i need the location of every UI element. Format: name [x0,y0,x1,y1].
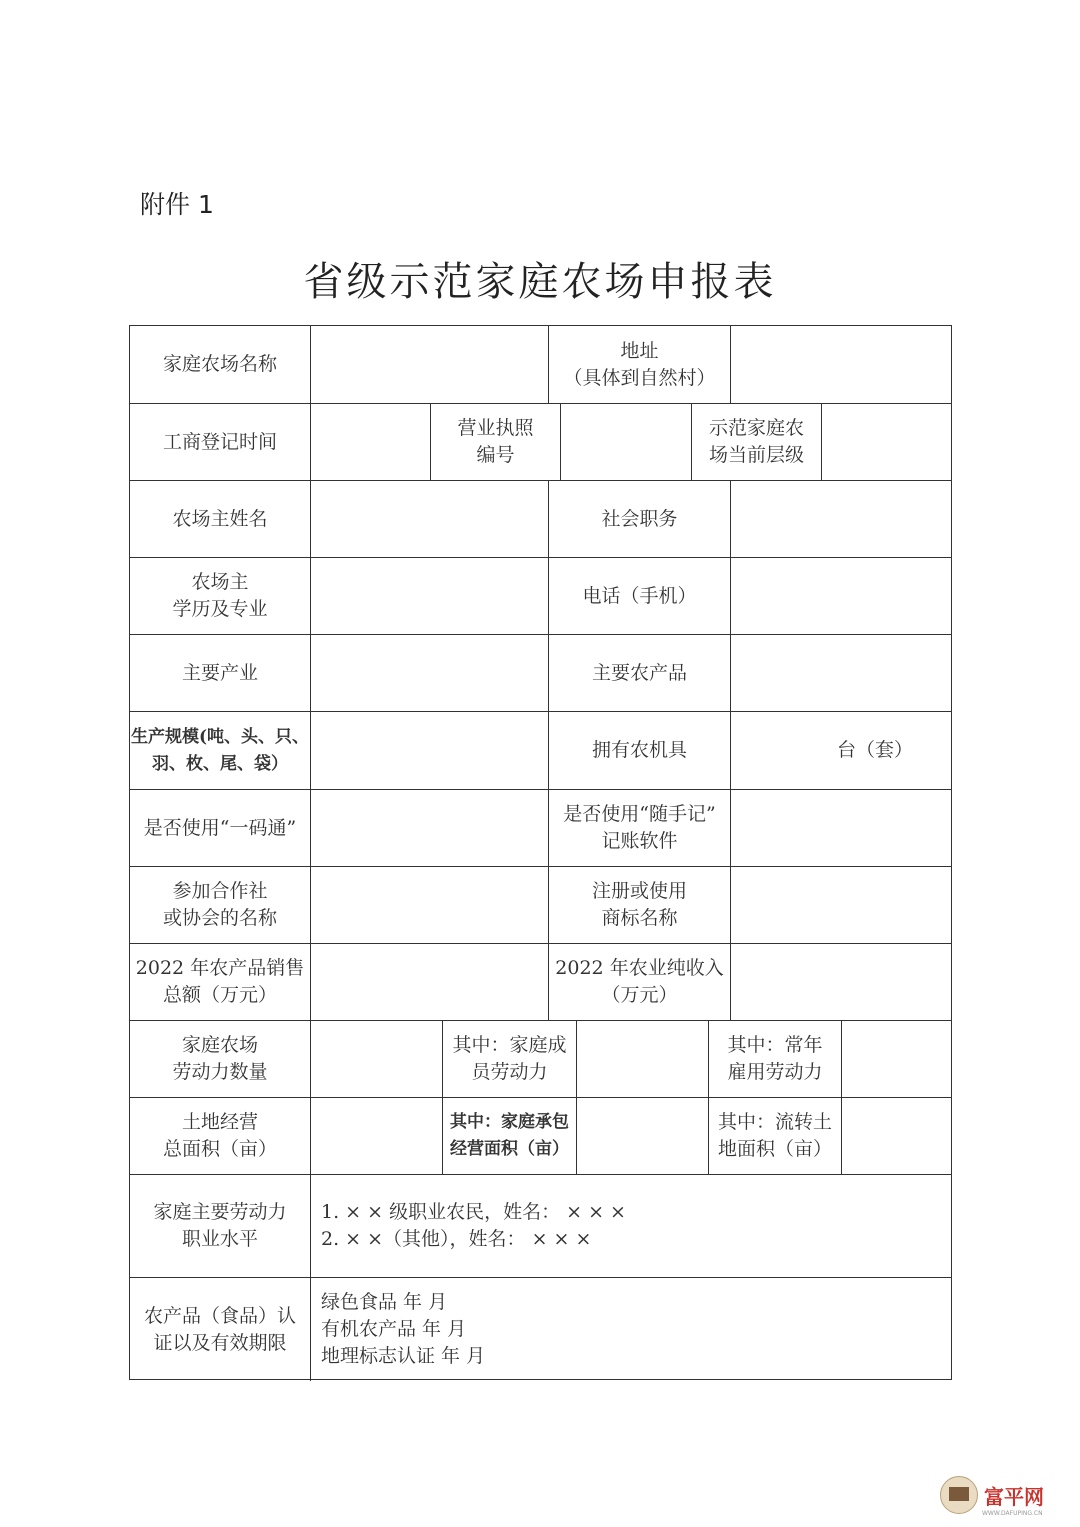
form-row [130,1021,951,1098]
form-row [130,404,951,481]
application-form [129,325,952,1380]
form-row [130,867,951,944]
attachment-label: 附件 1 [140,190,214,219]
form-row [130,558,951,635]
main-products-input[interactable] [731,635,953,711]
social-role-label: 社会职务 [549,481,731,557]
labor-count-input[interactable] [311,1021,443,1097]
farm-name-label: 家庭农场名称 [130,326,311,403]
skill-level-label: 家庭主要劳动力 职业水平 [130,1175,311,1277]
cert-label: 农产品（食品）认 证以及有效期限 [130,1278,311,1381]
reg-time-input[interactable] [311,404,431,480]
form-row [130,481,951,558]
machinery-input[interactable]: 台（套） [836,739,913,761]
owner-edu-input[interactable] [311,558,549,634]
address-label: 地址 （具体到自然村） [549,326,731,403]
form-row [130,326,951,404]
form-row [130,1278,951,1381]
yimatong-input[interactable] [311,790,549,866]
trademark-input[interactable] [731,867,953,943]
main-industry-label: 主要产业 [130,635,311,711]
reg-time-label: 工商登记时间 [130,404,311,480]
labor-count-label: 家庭农场 劳动力数量 [130,1021,311,1097]
form-row [130,1098,951,1175]
contract-area-label: 其中：家庭承包 经营面积（亩） [443,1098,577,1174]
family-labor-label: 其中：家庭成 员劳动力 [443,1021,577,1097]
address-input[interactable] [731,326,953,403]
logo-name: 富平网 [984,1484,1044,1509]
suishouji-label: 是否使用“随手记” 记账软件 [549,790,731,866]
coop-input[interactable] [311,867,549,943]
income-label: 2022 年农业纯收入 （万元） [549,944,731,1020]
hired-labor-label: 其中：常年 雇用劳动力 [709,1021,842,1097]
license-no-input[interactable] [561,404,692,480]
form-row [130,944,951,1021]
main-products-label: 主要农产品 [549,635,731,711]
demo-level-input[interactable] [822,404,953,480]
page-title: 省级示范家庭农场申报表 [303,259,777,305]
form-row [130,635,951,712]
owner-edu-label: 农场主 学历及专业 [130,558,311,634]
skill-level-input[interactable]: 1. × × 级职业农民，姓名： × × × 2. × ×（其他），姓名： × × × [321,1201,626,1250]
coop-label: 参加合作社 或协会的名称 [130,867,311,943]
license-no-label: 营业执照 编号 [431,404,561,480]
farm-name-input[interactable] [311,326,549,403]
logo-site: WWW.DAFUPING.CN [982,1510,1043,1517]
sales-label: 2022 年农产品销售 总额（万元） [130,944,311,1020]
income-input[interactable] [731,944,953,1020]
yimatong-label: 是否使用“一码通” [130,790,311,866]
site-logo [940,1473,1060,1517]
phone-input[interactable] [731,558,953,634]
machinery-label: 拥有农机具 [549,712,731,789]
contract-area-input[interactable] [577,1098,709,1174]
hired-labor-input[interactable] [842,1021,953,1097]
owner-name-input[interactable] [311,481,549,557]
suishouji-input[interactable] [731,790,953,866]
form-row [130,790,951,867]
sales-input[interactable] [311,944,549,1020]
transfer-area-label: 其中：流转土 地面积（亩） [709,1098,842,1174]
social-role-input[interactable] [731,481,953,557]
form-row [130,712,951,790]
cert-input[interactable]: 绿色食品 年 月 有机农产品 年 月 地理标志认证 年 月 [321,1291,486,1367]
owner-name-label: 农场主姓名 [130,481,311,557]
form-row [130,1175,951,1278]
phone-label: 电话（手机） [549,558,731,634]
scale-input[interactable] [311,712,549,789]
land-area-input[interactable] [311,1098,443,1174]
tower-icon [940,1476,978,1514]
family-labor-input[interactable] [577,1021,709,1097]
demo-level-label: 示范家庭农 场当前层级 [692,404,822,480]
main-industry-input[interactable] [311,635,549,711]
trademark-label: 注册或使用 商标名称 [549,867,731,943]
transfer-area-input[interactable] [842,1098,953,1174]
land-area-label: 土地经营 总面积（亩） [130,1098,311,1174]
scale-label: 生产规模(吨、头、只、 羽、枚、尾、袋） [130,712,311,789]
